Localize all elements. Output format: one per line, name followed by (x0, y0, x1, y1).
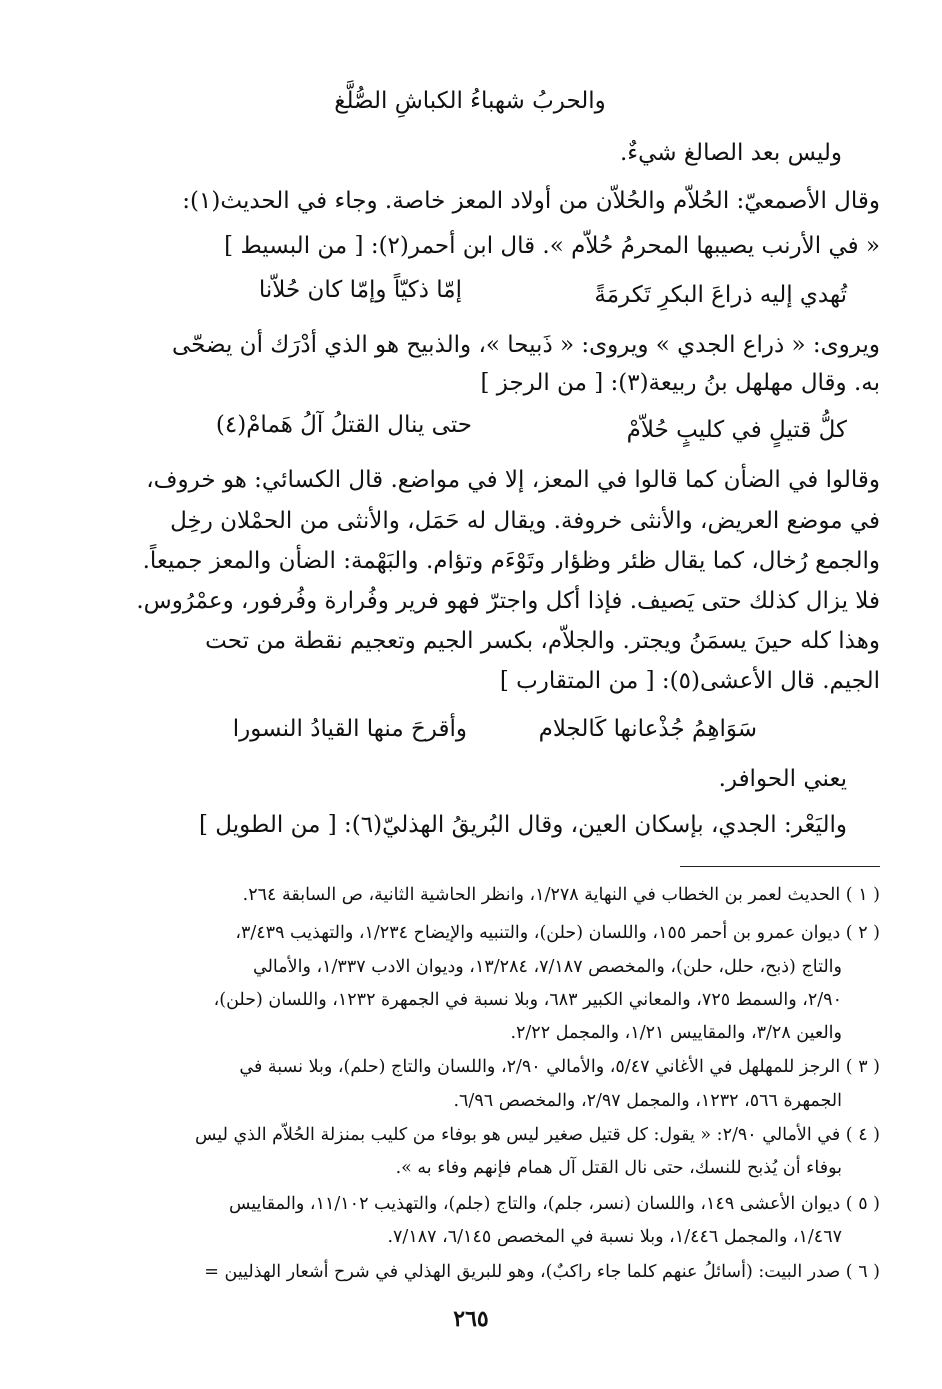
footnote-continuation: والعين ٣/٢٨، والمقاييس ١/٢١، والمجمل ٢/٢٢. (510, 1023, 842, 1043)
footnote: ( ٥ ) ديوان الأعشى ١٤٩، واللسان (نسر، جلم)، والتاج (جلم)، والتهذيب ١١/١٠٢، والمقاييس (228, 1194, 880, 1214)
body-line: وهذا كله حينَ يسمَنُ ويجتر. والجلاّم، بكسر الجيم وتعجيم نقطة من تحت (205, 628, 880, 654)
footnote-continuation: ٢/٩٠، والسمط ٧٢٥، والمعاني الكبير ٦٨٣، وبلا نسبة في الجمهرة ١٢٣٢، واللسان (حلن)، (213, 990, 842, 1010)
footnote: ( ٦ ) صدر البيت: (أسائلُ عنهم كلما جاء راكبٌ)، وهو للبريق الهذلي في شرح أشعار الهذليين = (204, 1262, 880, 1282)
footnote: ( ٢ ) ديوان عمرو بن أحمر ١٥٥، واللسان (حلن)، والتنبيه والإيضاح ١/٢٣٤، والتهذيب ٣/٤٣٩، (235, 923, 880, 943)
verse-hemistich: والحربُ شهباءُ الكباشِ الصُّلَّغ (334, 88, 606, 114)
footnote-continuation: والتاج (ذبح، حلل، حلن)، والمخصص ٧/١٨٧، ١٣/٢٨٤، وديوان الادب ١/٣٣٧، والأمالي (253, 957, 842, 977)
verse-right-hemistich: تُهدي إليه ذراعَ البكرِ تَكرمَةً (594, 282, 847, 308)
body-line: والجمع رُخال، كما يقال ظئر وظؤار وتَوْءَم وتؤام. والبَهْمة: الضأن والمعز جميعاً. (142, 548, 880, 574)
body-line: وقال الأصمعيّ: الحُلاّم والحُلاّن من أولاد المعز خاصة. وجاء في الحديث(١): (182, 188, 880, 214)
verse-right-hemistich: كلُّ قتيلٍ في كليبٍ حُلاّمْ (626, 417, 847, 443)
body-line: « في الأرنب يصيبها المحرمُ حُلاّم ». قال ابن أحمر(٢): [ من البسيط ] (224, 233, 880, 259)
body-line: يعني الحوافر. (718, 766, 847, 792)
page-number: ٢٦٥ (453, 1306, 489, 1332)
body-line: وليس بعد الصالغ شيءٌ. (619, 140, 842, 166)
footnote-separator (680, 866, 880, 867)
footnote: ( ١ ) الحديث لعمر بن الخطاب في النهاية ١/٢٧٨، وانظر الحاشية الثانية، ص السابقة ٢٦٤. (242, 885, 880, 905)
body-line: فلا يزال كذلك حتى يَصيف. فإذا أكل واجترّ فهو فرير وفُرارة وفُرفور، وعمْرُوس. (136, 588, 880, 614)
body-line: واليَعْر: الجدي، بإسكان العين، وقال البُريقُ الهذليّ(٦): [ من الطويل ] (199, 812, 847, 838)
footnote: ( ٤ ) في الأمالي ٢/٩٠: « يقول: كل قتيل صغير ليس هو بوفاء من كليب بمنزلة الحُلاّم الذي ليس (195, 1125, 880, 1145)
verse-left-hemistich: وأقرحَ منها القيادُ النسورا (232, 716, 467, 742)
footnote-continuation: ١/٤٦٧، والمجمل ١/٤٤٦، وبلا نسبة في المخصص ٦/١٤٥، ٧/١٨٧. (387, 1227, 842, 1247)
footnote-continuation: الجمهرة ٥٦٦، ١٢٣٢، والمجمل ٢/٩٧، والمخصص ٦/٩٦. (453, 1091, 842, 1111)
body-line: الجيم. قال الأعشى(٥): [ من المتقارب ] (499, 668, 880, 694)
verse-left-hemistich: إمّا ذكيّاً وإمّا كان حُلاّنا (258, 277, 462, 303)
body-line: به. وقال مهلهل بنُ ربيعة(٣): [ من الرجز ] (480, 370, 880, 396)
footnote-continuation: بوفاء أن يُذبح للنسك، حتى نال القتل آل همام فإنهم وفاء به ». (395, 1158, 842, 1178)
body-line: وقالوا في الضأن كما قالوا في المعز، إلا في مواضع. قال الكسائي: هو خروف، (146, 467, 880, 493)
body-line: ويروى: « ذراع الجدي » ويروى: « ذَبيحا »، والذبيح هو الذي أدْرَك أن يضحّى (172, 332, 880, 358)
verse-left-hemistich: حتى ينال القتلُ آلُ هَمامْ(٤) (215, 412, 472, 438)
footnote: ( ٣ ) الرجز للمهلهل في الأغاني ٥/٤٧، والأمالي ٢/٩٠، واللسان والتاج (حلم)، وبلا نسبة في (239, 1057, 880, 1077)
body-line: في موضع العريض، والأنثى خروفة. ويقال له حَمَل، والأنثى من الحمْلان رخِل (170, 508, 880, 534)
verse-right-hemistich: سَوَاهِمُ جُذْعانها كَالجلام (538, 716, 757, 742)
